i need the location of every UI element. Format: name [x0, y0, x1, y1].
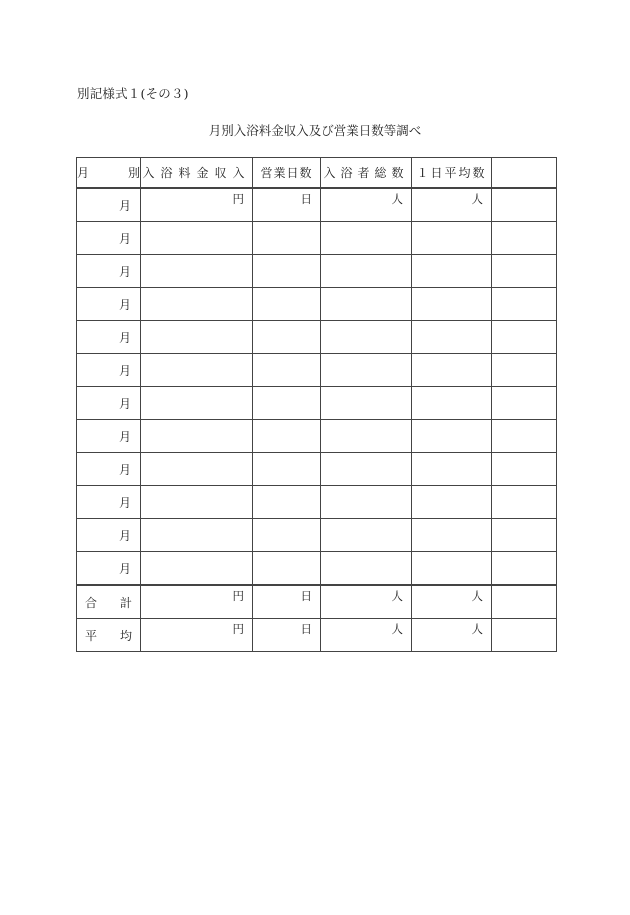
total-label-char-1: 合	[85, 595, 98, 610]
days-cell[interactable]	[253, 255, 321, 288]
blank-cell[interactable]	[492, 552, 557, 586]
days-cell[interactable]: 日	[253, 188, 321, 222]
document-title: 月別入浴料金収入及び営業日数等調べ	[208, 123, 422, 138]
days-cell[interactable]	[253, 486, 321, 519]
daily-avg-cell[interactable]: 人	[412, 188, 492, 222]
blank-cell[interactable]	[492, 222, 557, 255]
visitors-cell[interactable]	[321, 552, 412, 586]
blank-cell[interactable]	[492, 420, 557, 453]
average-label-char-1: 平	[85, 628, 98, 643]
header-daily-average: １日平均数	[412, 158, 492, 189]
income-cell[interactable]	[141, 354, 253, 387]
month-label: 月	[77, 288, 141, 321]
income-cell[interactable]	[141, 420, 253, 453]
table-row	[77, 420, 557, 453]
average-days-cell[interactable]: 日	[253, 619, 321, 652]
days-cell[interactable]	[253, 321, 321, 354]
income-cell[interactable]	[141, 222, 253, 255]
blank-cell[interactable]	[492, 188, 557, 222]
table-header-row	[77, 158, 557, 189]
blank-cell[interactable]	[492, 486, 557, 519]
average-label-char-2: 均	[119, 628, 132, 643]
table-row	[77, 486, 557, 519]
month-label: 月	[77, 387, 141, 420]
total-blank-cell[interactable]	[492, 585, 557, 619]
daily-avg-cell[interactable]	[412, 552, 492, 586]
visitors-cell[interactable]	[321, 420, 412, 453]
table-row	[77, 321, 557, 354]
income-cell[interactable]: 円	[141, 188, 253, 222]
days-cell[interactable]	[253, 288, 321, 321]
visitors-cell[interactable]	[321, 387, 412, 420]
month-label: 月	[77, 222, 141, 255]
total-income-cell[interactable]: 円	[141, 585, 253, 619]
daily-avg-cell[interactable]	[412, 519, 492, 552]
average-row	[77, 619, 557, 652]
income-cell[interactable]	[141, 255, 253, 288]
total-visitors-cell[interactable]: 人	[321, 585, 412, 619]
income-cell[interactable]	[141, 519, 253, 552]
daily-avg-cell[interactable]	[412, 387, 492, 420]
visitors-cell[interactable]	[321, 288, 412, 321]
daily-avg-cell[interactable]	[412, 453, 492, 486]
days-cell[interactable]	[253, 552, 321, 586]
header-month-char-1: 月	[77, 166, 90, 180]
average-income-cell[interactable]: 円	[141, 619, 253, 652]
header-bath-fee-income: 入浴料金収入	[141, 158, 253, 189]
month-label: 月	[77, 486, 141, 519]
average-daily-avg-cell[interactable]: 人	[412, 619, 492, 652]
month-label: 月	[77, 321, 141, 354]
days-cell[interactable]	[253, 453, 321, 486]
table-row	[77, 255, 557, 288]
monthly-income-table	[76, 157, 557, 652]
daily-avg-cell[interactable]	[412, 354, 492, 387]
total-days-cell[interactable]: 日	[253, 585, 321, 619]
blank-cell[interactable]	[492, 387, 557, 420]
month-label: 月	[77, 255, 141, 288]
days-cell[interactable]	[253, 222, 321, 255]
visitors-cell[interactable]	[321, 354, 412, 387]
days-cell[interactable]	[253, 519, 321, 552]
income-cell[interactable]	[141, 453, 253, 486]
header-total-bathers: 入浴者総数	[321, 158, 412, 189]
blank-cell[interactable]	[492, 354, 557, 387]
total-row	[77, 585, 557, 619]
visitors-cell[interactable]	[321, 222, 412, 255]
blank-cell[interactable]	[492, 453, 557, 486]
daily-avg-cell[interactable]	[412, 321, 492, 354]
visitors-cell[interactable]	[321, 486, 412, 519]
average-visitors-cell[interactable]: 人	[321, 619, 412, 652]
visitors-cell[interactable]	[321, 255, 412, 288]
table-row	[77, 222, 557, 255]
month-label: 月	[77, 453, 141, 486]
table-row	[77, 387, 557, 420]
income-cell[interactable]	[141, 486, 253, 519]
visitors-cell[interactable]	[321, 321, 412, 354]
daily-avg-cell[interactable]	[412, 288, 492, 321]
header-month	[77, 158, 141, 189]
header-month-char-2: 別	[127, 166, 140, 180]
month-label: 月	[77, 420, 141, 453]
income-cell[interactable]	[141, 387, 253, 420]
daily-avg-cell[interactable]	[412, 255, 492, 288]
visitors-cell[interactable]: 人	[321, 188, 412, 222]
table-row	[77, 453, 557, 486]
income-cell[interactable]	[141, 288, 253, 321]
month-label: 月	[77, 552, 141, 586]
daily-avg-cell[interactable]	[412, 222, 492, 255]
table-row	[77, 519, 557, 552]
income-cell[interactable]	[141, 321, 253, 354]
table-row	[77, 288, 557, 321]
days-cell[interactable]	[253, 387, 321, 420]
blank-cell[interactable]	[492, 321, 557, 354]
days-cell[interactable]	[253, 420, 321, 453]
table-row	[77, 552, 557, 586]
average-label	[77, 619, 141, 652]
daily-avg-cell[interactable]	[412, 420, 492, 453]
month-label: 月	[77, 519, 141, 552]
visitors-cell[interactable]	[321, 453, 412, 486]
month-label: 月	[77, 188, 141, 222]
days-cell[interactable]	[253, 354, 321, 387]
blank-cell[interactable]	[492, 255, 557, 288]
header-blank	[492, 158, 557, 189]
month-label: 月	[77, 354, 141, 387]
total-daily-avg-cell[interactable]: 人	[412, 585, 492, 619]
daily-avg-cell[interactable]	[412, 486, 492, 519]
table-row	[77, 188, 557, 222]
header-business-days: 営業日数	[253, 158, 321, 189]
visitors-cell[interactable]	[321, 519, 412, 552]
blank-cell[interactable]	[492, 288, 557, 321]
table-row	[77, 354, 557, 387]
total-label	[77, 585, 141, 619]
average-blank-cell[interactable]	[492, 619, 557, 652]
income-cell[interactable]	[141, 552, 253, 586]
total-label-char-2: 計	[119, 595, 132, 610]
blank-cell[interactable]	[492, 519, 557, 552]
form-identifier: 別記様式１(その３)	[77, 86, 189, 101]
